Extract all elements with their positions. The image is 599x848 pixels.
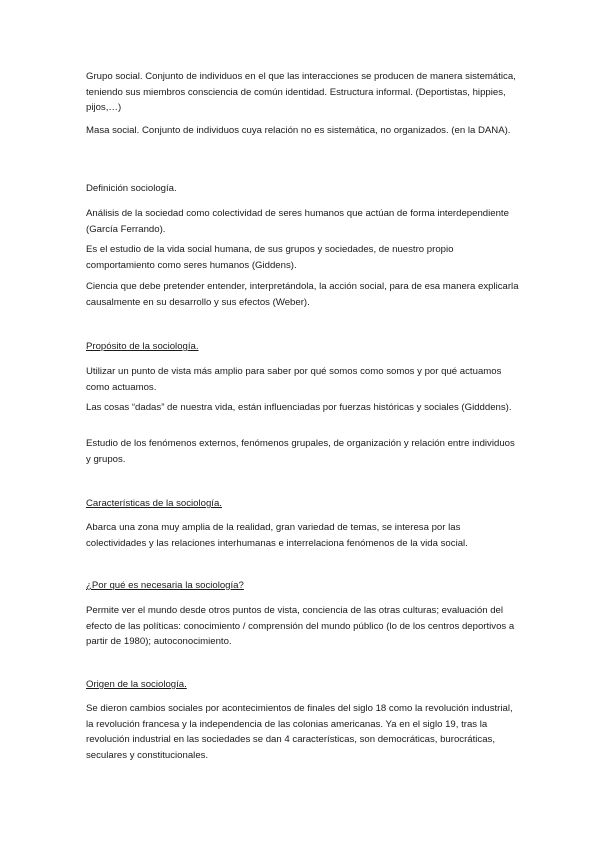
paragraph-definicion-3: Ciencia que debe pretender entender, interpretándola, la acción social, para de esa manera explicarla causalmente en su desarrollo y sus efectos (Weber).: [86, 281, 519, 308]
paragraph-masa-social: Masa social. Conjunto de individuos cuya relación no es sistemática, no organizados. (en la DANA).: [86, 125, 511, 136]
paragraph-proposito-1: Utilizar un punto de vista más amplio para saber por qué somos como somos y por qué actuamos como actuamos.: [86, 366, 502, 393]
heading-origen: Origen de la sociología.: [86, 679, 187, 690]
paragraph-caracteristicas: Abarca una zona muy amplia de la realidad, gran variedad de temas, se interesa por las colectividades y las relaciones interhumanas e interrelaciona fenómenos de la vida social.: [86, 522, 468, 549]
heading-necesaria: ¿Por qué es necesaria la sociología?: [86, 580, 244, 591]
paragraph-grupo-social: Grupo social. Conjunto de individuos en el que las interacciones se producen de manera sistemática, teniendo sus miembros consciencia de común identidad. Estructura informal. (Deportistas, hippies, pijos,…): [86, 71, 516, 114]
paragraph-proposito-3: Estudio de los fenómenos externos, fenómenos grupales, de organización y relación entre individuos y grupos.: [86, 438, 515, 465]
paragraph-definicion-1: Análisis de la sociedad como colectividad de seres humanos que actúan de forma interdependiente (García Ferrando).: [86, 208, 509, 235]
heading-caracteristicas: Características de la sociología.: [86, 498, 222, 509]
heading-definicion: Definición sociología.: [86, 183, 177, 194]
paragraph-proposito-2: Las cosas “dadas” de nuestra vida, están influenciadas por fuerzas históricas y sociales (Gidddens).: [86, 402, 512, 413]
heading-proposito: Propósito de la sociología.: [86, 341, 199, 352]
paragraph-definicion-2: Es el estudio de la vida social humana, de sus grupos y sociedades, de nuestro propio comportamiento como seres humanos (Giddens).: [86, 244, 454, 271]
paragraph-necesaria: Permite ver el mundo desde otros puntos de vista, conciencia de las otras culturas; evaluación del efecto de las políticas: conocimiento / comprensión del mundo público (lo de los centros deportivos a partir de 1980); autoconocimiento.: [86, 605, 515, 648]
paragraph-origen: Se dieron cambios sociales por acontecimientos de finales del siglo 18 como la revolución industrial, la revolución francesa y la independencia de las colonias americanas. Ya en el siglo 19, tras la revolución industrial en las sociedades se dan 4 características, son democráticas, burocráticas, seculares y constitucionales.: [86, 703, 513, 761]
